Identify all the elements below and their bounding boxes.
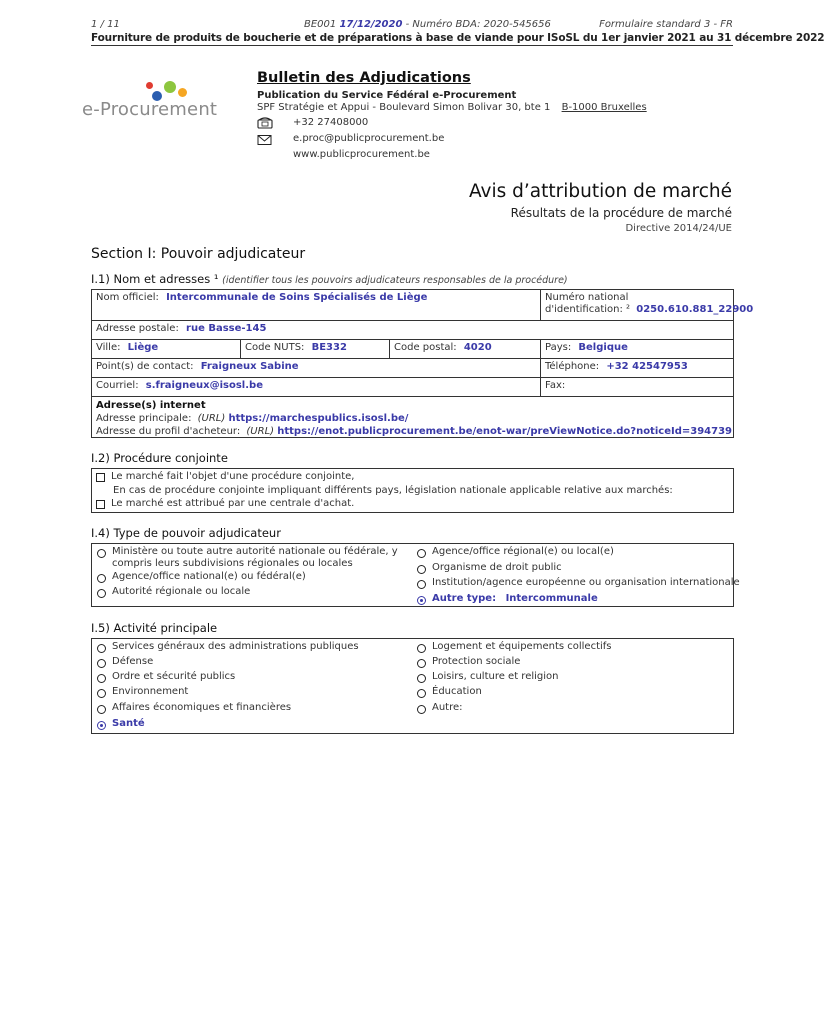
- central-purchasing-label: Le marché est attribué par une centrale d'achat.: [111, 498, 355, 509]
- directive-reference: Directive 2014/24/UE: [625, 223, 732, 234]
- national-id-cell: Numéro national d'identification: ² 0250.610.881_22900: [540, 289, 734, 321]
- option-housing: Logement et équipements collectifs: [432, 641, 612, 652]
- phone-cell: Téléphone: +32 42547953: [540, 358, 734, 378]
- bulletin-title: Bulletin des Adjudications: [257, 70, 471, 86]
- heading-i4: I.4) Type de pouvoir adjudicateur: [91, 526, 281, 540]
- contact-email[interactable]: s.fraigneux@isosl.be: [145, 380, 263, 391]
- radio-national-agency[interactable]: [97, 574, 106, 583]
- national-id: 0250.610.881_22900: [636, 304, 754, 315]
- joint-procurement-box: [91, 468, 734, 513]
- other-type-value: Intercommunale: [505, 593, 598, 604]
- fax-cell: Fax:: [540, 377, 734, 397]
- postal-address: rue Basse-145: [186, 323, 267, 334]
- internet-heading: Adresse(s) internet: [96, 400, 206, 411]
- radio-health[interactable]: [97, 721, 106, 730]
- logo-dot-orange: [178, 88, 187, 97]
- notice-reference: BE001 17/12/2020 - Numéro BDA: 2020-545656: [304, 19, 551, 30]
- publisher-website[interactable]: www.publicprocurement.be: [293, 149, 430, 160]
- city-cell: Ville: Liège: [91, 339, 241, 359]
- option-economic-affairs: Affaires économiques et financières: [112, 702, 292, 713]
- radio-environment[interactable]: [97, 689, 106, 698]
- official-name: Intercommunale de Soins Spécialisés de Liège: [166, 292, 428, 303]
- option-social-protection: Protection sociale: [432, 656, 521, 667]
- option-general-services: Services généraux des administrations publiques: [112, 641, 359, 652]
- official-name-cell: Nom officiel: Intercommunale de Soins Spécialisés de Liège: [91, 289, 541, 321]
- publisher-subtitle: Publication du Service Fédéral e-Procurement: [257, 90, 517, 101]
- publisher-city: B-1000 Bruxelles: [561, 102, 647, 113]
- country-cell: Pays: Belgique: [540, 339, 734, 359]
- contact-person: Fraigneux Sabine: [200, 361, 299, 372]
- email-cell: Courriel: s.fraigneux@isosl.be: [91, 377, 541, 397]
- option-defence: Défense: [112, 656, 154, 667]
- option-regional-agency: Agence/office régional(e) ou local(e): [432, 546, 614, 557]
- radio-regional-authority[interactable]: [97, 589, 106, 598]
- radio-defence[interactable]: [97, 659, 106, 668]
- postal-address-cell: Adresse postale: rue Basse-145: [91, 320, 734, 340]
- form-type: Formulaire standard 3 - FR: [599, 19, 733, 30]
- option-environment: Environnement: [112, 686, 189, 697]
- radio-recreation[interactable]: [417, 674, 426, 683]
- publisher-address: SPF Stratégie et Appui - Boulevard Simon Bolivar 30, bte 1 B-1000 Bruxelles: [257, 102, 647, 113]
- heading-i2: I.2) Procédure conjointe: [91, 451, 228, 465]
- radio-education[interactable]: [417, 689, 426, 698]
- logo-dot-green: [164, 81, 176, 93]
- contact-phone: +32 42547953: [606, 361, 688, 372]
- option-health: Santé: [112, 718, 145, 729]
- radio-other-activity[interactable]: [417, 705, 426, 714]
- main-address-link[interactable]: https://marchespublics.isosl.be/: [228, 413, 409, 424]
- telephone-icon: [257, 117, 273, 129]
- notice-subtitle: Résultats de la procédure de marché: [510, 206, 732, 220]
- nuts-cell: Code NUTS: BE332: [240, 339, 390, 359]
- radio-economic-affairs[interactable]: [97, 705, 106, 714]
- radio-public-law-body[interactable]: [417, 565, 426, 574]
- radio-housing[interactable]: [417, 644, 426, 653]
- joint-procedure-law-label: En cas de procédure conjointe impliquant différents pays, législation nationale applicable relative aux marchés:: [113, 485, 673, 496]
- publisher-email[interactable]: e.proc@publicprocurement.be: [293, 133, 445, 144]
- option-eu-institution: Institution/agence européenne ou organisation internationale: [432, 577, 740, 588]
- option-public-order: Ordre et sécurité publics: [112, 671, 236, 682]
- radio-regional-agency[interactable]: [417, 549, 426, 558]
- option-other-type: Autre type: Intercommunale: [432, 593, 598, 604]
- publisher-phone: +32 27408000: [293, 117, 369, 128]
- logo-dot-red: [146, 82, 153, 89]
- heading-i1: I.1) Nom et adresses ¹ (identifier tous les pouvoirs adjudicateurs responsables de la procédure): [91, 272, 568, 286]
- joint-procedure-label: Le marché fait l'objet d'une procédure conjointe,: [111, 471, 355, 482]
- nuts-code: BE332: [311, 342, 347, 353]
- postcode: 4020: [463, 342, 492, 353]
- authority-type-box: [91, 543, 740, 607]
- radio-eu-institution[interactable]: [417, 580, 426, 589]
- option-public-law-body: Organisme de droit public: [432, 562, 562, 573]
- publication-date: 17/12/2020: [339, 19, 403, 30]
- heading-i1-note: (identifier tous les pouvoirs adjudicateurs responsables de la procédure): [222, 275, 568, 286]
- city: Liège: [127, 342, 159, 353]
- notice-title: Avis d’attribution de marché: [468, 181, 732, 202]
- option-national-agency: Agence/office national(e) ou fédéral(e): [112, 571, 306, 582]
- envelope-icon: [257, 134, 273, 146]
- radio-other-type[interactable]: [417, 596, 426, 605]
- page-number: 1 / 11: [91, 19, 120, 30]
- option-other-activity: Autre:: [432, 702, 463, 713]
- option-ministry-line2: compris leurs subdivisions régionales ou locales: [112, 558, 353, 569]
- contact-cell: Point(s) de contact: Fraigneux Sabine: [91, 358, 541, 378]
- postcode-cell: Code postal: 4020: [389, 339, 541, 359]
- internet-addresses-cell: Adresse(s) internet Adresse principale: (URL) https://marchespublics.isosl.be/ Adresse du profil d'acheteur: (URL) https://enot.publicprocurement.be/enot-war/preViewNotice.do?noticeId=394739: [91, 396, 734, 438]
- central-purchasing-checkbox[interactable]: [96, 500, 105, 509]
- radio-social-protection[interactable]: [417, 659, 426, 668]
- option-recreation: Loisirs, culture et religion: [432, 671, 559, 682]
- buyer-profile-link[interactable]: https://enot.publicprocurement.be/enot-war/preViewNotice.do?noticeId=394739: [277, 426, 732, 437]
- logo-text: e-Procurement: [82, 99, 218, 120]
- section-title: Section I: Pouvoir adjudicateur: [91, 246, 306, 262]
- option-education: Éducation: [432, 686, 482, 697]
- radio-ministry[interactable]: [97, 549, 106, 558]
- e-procurement-logo: [82, 78, 232, 128]
- heading-i5: I.5) Activité principale: [91, 621, 218, 635]
- country: Belgique: [578, 342, 628, 353]
- joint-procedure-checkbox[interactable]: [96, 473, 105, 482]
- option-regional-authority: Autorité régionale ou locale: [112, 586, 251, 597]
- main-activity-box: [91, 638, 734, 734]
- radio-general-services[interactable]: [97, 644, 106, 653]
- radio-public-order[interactable]: [97, 674, 106, 683]
- notice-subject: Fourniture de produits de boucherie et de préparations à base de viande pour ISoSL du 1er janvier 2021 au 31 décembre 2022: [91, 32, 824, 44]
- option-ministry-line1: Ministère ou toute autre autorité nationale ou fédérale, y: [112, 546, 398, 557]
